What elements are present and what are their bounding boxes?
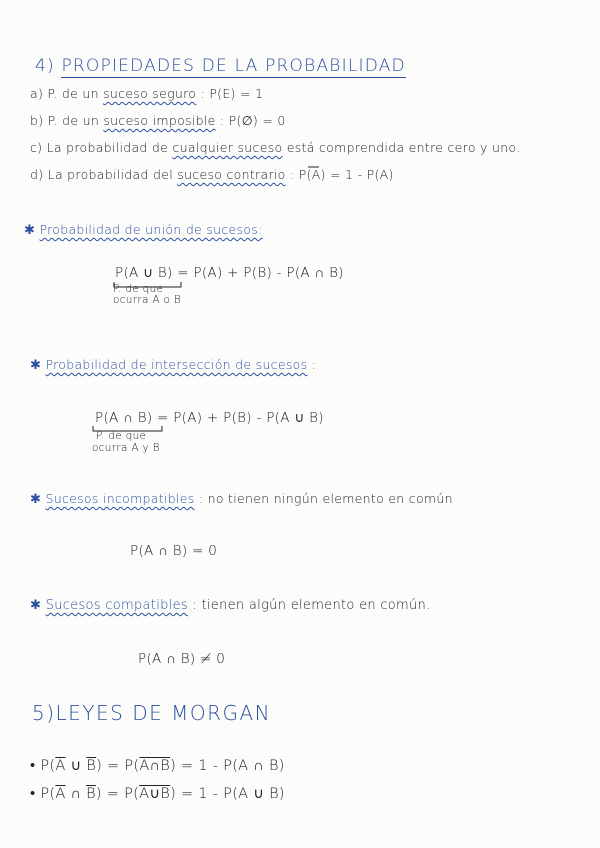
section-4-title [35, 56, 406, 76]
star-bullet-icon: ✱ [24, 223, 36, 238]
property-b-rest: : P(∅) = 0 [219, 113, 286, 128]
compatibles-formula: P(A ∩ B) ≠ 0 [138, 651, 226, 667]
property-b-term: suceso imposible [103, 113, 216, 128]
property-d [30, 167, 394, 182]
union-heading: Probabilidad de unión de sucesos: [39, 222, 263, 237]
law1-complement-whole: A∩B [139, 758, 171, 774]
property-a-term: suceso seguro [103, 86, 197, 101]
property-d-prefix: d) La probabilidad del [30, 167, 173, 182]
compatibles-rest: : tienen algún elemento en común. [192, 598, 431, 613]
section-5-heading: LEYES DE MORGAN [55, 701, 272, 725]
intersection-formula: P(A ∩ B) = P(A) + P(B) - P(A ∪ B) [95, 410, 324, 426]
section-4-heading: PROPIEDADES DE LA PROBABILIDAD [61, 56, 406, 76]
property-c-prefix: c) La probabilidad de [30, 140, 169, 155]
morgan-law-1 [30, 758, 285, 774]
compatibles-term: Sucesos compatibles [45, 598, 188, 613]
morgan-law-2 [30, 786, 285, 802]
law1-part: P( [40, 758, 56, 774]
bullet-dot: • [30, 786, 36, 802]
law2-complement-a: $\overline{A}$ [55, 786, 66, 802]
compatibles-row [30, 598, 431, 613]
star-bullet-icon: ✱ [30, 492, 42, 507]
section-4-number: 4) [35, 56, 55, 76]
union-note-1: P. de que [113, 283, 164, 295]
law2-part: ) = 1 - P(A ∪ B) [170, 786, 285, 802]
union-formula: P(A ∪ B) = P(A) + P(B) - P(A ∩ B) [115, 265, 344, 281]
law2-complement-b: $\overline{B}$ [86, 786, 96, 802]
law1-complement-b: $\overline{B}$ [86, 758, 97, 774]
intersection-colon: : [311, 357, 317, 372]
property-a-prefix: a) P. de un [30, 86, 99, 101]
law2-part: ) = P( [95, 786, 140, 802]
incompatibles-rest: : no tienen ningún elemento en común [198, 491, 453, 506]
star-bullet-icon: ✱ [30, 358, 42, 373]
law2-part: P( [40, 786, 56, 802]
property-c-rest: está comprendida entre cero y uno. [286, 140, 521, 155]
property-d-term: suceso contrario [177, 167, 286, 182]
law1-operator: ∪ [65, 758, 87, 774]
incompatibles-formula: P(A ∩ B) = 0 [130, 543, 218, 559]
section-5-number: 5) [32, 701, 56, 725]
union-heading-row [24, 222, 263, 238]
law2-operator: ∩ [65, 786, 87, 802]
property-a [30, 86, 263, 101]
incompatibles-term: Sucesos incompatibles [45, 491, 195, 506]
law1-part: ) = 1 - P(A ∩ B) [170, 758, 285, 774]
incompatibles-row [30, 491, 453, 507]
property-a-rest: : P(E) = 1 [200, 86, 264, 101]
star-bullet-icon: ✱ [30, 598, 42, 613]
complement-bar-mark [308, 166, 320, 168]
property-c [30, 140, 520, 155]
section-5-title [32, 701, 271, 725]
intersection-note-2: ocurra A y B [92, 442, 160, 454]
intersection-note-1: P. de que [96, 430, 147, 442]
property-d-rest: : P(A) = 1 - P(A) [289, 167, 394, 182]
law1-part: ) = P( [96, 758, 140, 774]
property-c-term: cualquier suceso [172, 140, 283, 155]
bullet-dot: • [30, 758, 36, 774]
intersection-heading-row [30, 357, 316, 373]
union-note-2: ocurra A o B [113, 294, 182, 306]
law1-complement-a: $\overline{A}$ [55, 758, 66, 774]
intersection-heading: Probabilidad de intersección de sucesos [45, 357, 308, 372]
property-b [30, 113, 286, 128]
law2-complement-whole: A∪B [139, 786, 171, 802]
property-b-prefix: b) P. de un [30, 113, 100, 128]
